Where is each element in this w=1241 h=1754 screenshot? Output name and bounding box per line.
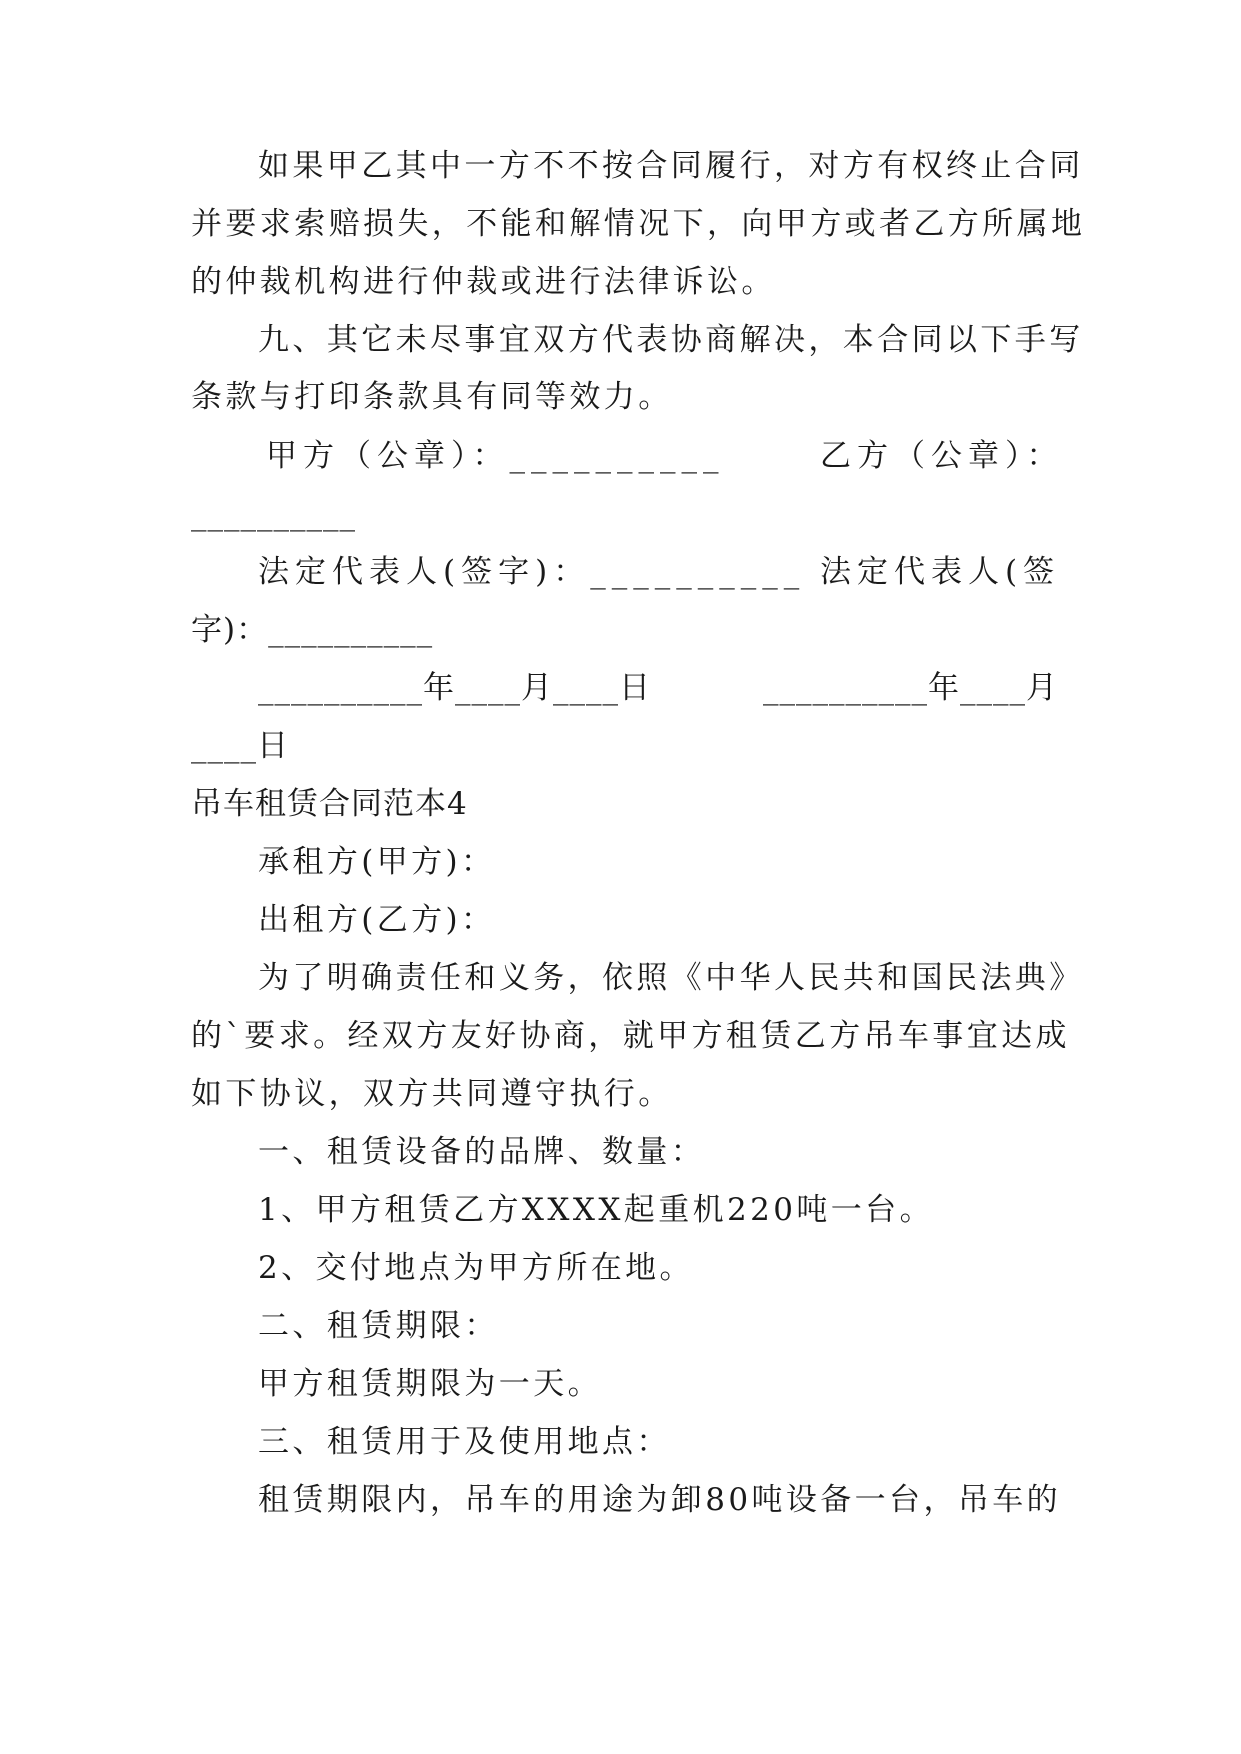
contract-line: 二、租赁期限： — [258, 1308, 499, 1344]
paragraph-line: 的仲裁机构进行仲裁或进行法律诉讼。 — [191, 264, 776, 300]
contract-line: 承租方(甲方)： — [258, 844, 496, 880]
party-b-date-cont: ____日 — [191, 728, 289, 764]
paragraph-line: 如果甲乙其中一方不不按合同履行，对方有权终止合同 — [258, 148, 1084, 184]
party-b-seal-blank: __________ — [191, 496, 356, 532]
party-a-representative: 法定代表人(签字)：__________ — [258, 554, 806, 590]
contract-line: 甲方租赁期限为一天。 — [258, 1366, 602, 1402]
paragraph-line: 并要求索赔损失，不能和解情况下，向甲方或者乙方所属地 — [191, 206, 1086, 242]
section-title: 吊车租赁合同范本4 — [191, 786, 468, 822]
contract-line: 三、租赁用于及使用地点： — [258, 1424, 671, 1460]
contract-line: 租赁期限内，吊车的用途为卸80吨设备一台，吊车的 — [258, 1482, 1062, 1518]
paragraph-line: 九、其它未尽事宜双方代表协商解决，本合同以下手写 — [258, 322, 1084, 358]
party-b-date: __________年____月 — [763, 670, 1058, 706]
party-a-date: __________年____月____日 — [258, 670, 651, 706]
party-b-representative-cont: 字)：__________ — [191, 612, 434, 648]
party-b-seal: 乙方（公章）： — [820, 438, 1064, 474]
contract-line: 如下协议，双方共同遵守执行。 — [191, 1076, 673, 1112]
contract-line: 一、租赁设备的品牌、数量： — [258, 1134, 706, 1170]
paragraph-line: 条款与打印条款具有同等效力。 — [191, 379, 673, 415]
party-b-representative: 法定代表人(签 — [820, 554, 1061, 590]
party-a-seal: 甲方（公章）：__________ — [266, 438, 725, 474]
contract-line: 的`要求。经双方友好协商，就甲方租赁乙方吊车事宜达成 — [191, 1018, 1070, 1054]
contract-line: 为了明确责任和义务，依照《中华人民共和国民法典》 — [258, 960, 1084, 996]
contract-line: 2、交付地点为甲方所在地。 — [258, 1250, 694, 1286]
contract-line: 1、甲方租赁乙方XXXX起重机220吨一台。 — [258, 1192, 934, 1228]
contract-line: 出租方(乙方)： — [258, 902, 496, 938]
